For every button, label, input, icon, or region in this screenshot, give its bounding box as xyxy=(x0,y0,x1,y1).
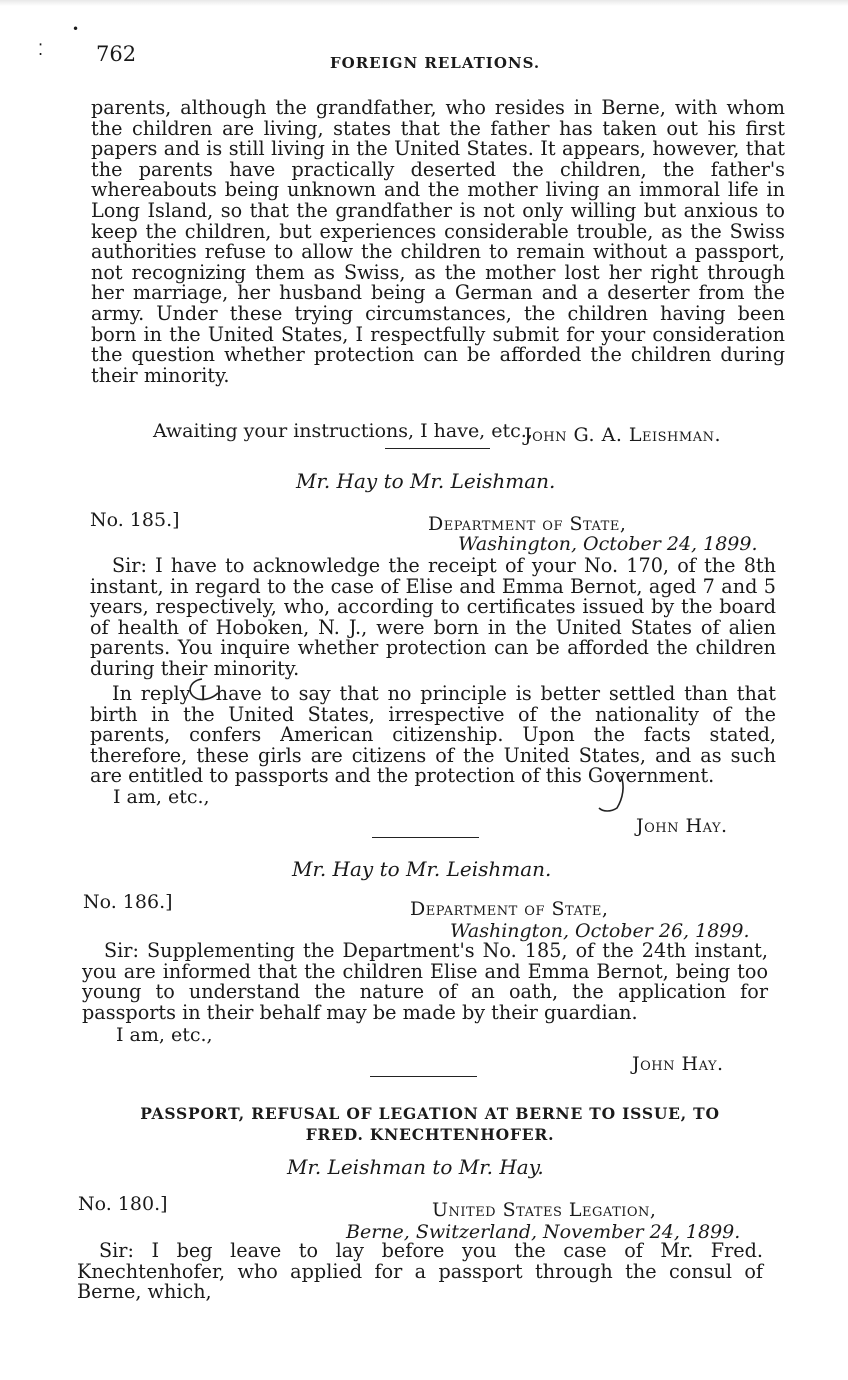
letter1-paragraph: parents, although the grandfather, who resides in Berne, with whom the children are living, states that the father has taken out his first papers and is still living in the United States. It appears, however, that the parents have practically deserted the children, the father's whereabouts being unknown and the mother living an immoral life in Long Island, so that the grandfather is not only willing but anxious to keep the children, but experiences considerable trouble, as the Swiss authorities refuse to allow the children to remain without a passport, not recognizing them as Swiss, as the mother lost her right through her marriage, her husband being a German and a deserter from the army. Under these trying circumstances, the children having been born in the United States, I respectfully submit for your consideration the question whether protection can be afforded the children during their minority. xyxy=(91,96,785,387)
letter3-office: Department of State, xyxy=(410,898,609,920)
letter2-closing: I am, etc., xyxy=(113,786,210,808)
letter2-number: No. 185.] xyxy=(90,509,180,531)
handwritten-bracket-mark xyxy=(180,675,240,705)
scan-edge xyxy=(0,0,848,6)
letter1-closing: Awaiting your instructions, I have, etc., xyxy=(153,420,533,442)
letter1-signature: John G. A. Leishman. xyxy=(524,424,722,446)
divider xyxy=(370,1076,477,1077)
section-heading-line-2: FRED. KNECHTENHOFER. xyxy=(305,1125,555,1144)
letter3-title: Mr. Hay to Mr. Leishman. xyxy=(292,857,552,881)
divider xyxy=(385,448,490,449)
letter4-number: No. 180.] xyxy=(78,1193,168,1215)
letter3-paragraph-1: Sir: Supplementing the Department's No. 185, of the 24th instant, you are informed that the children Elise and Emma Bernot, being too young to understand the nature of an oath, the application for passports in their behalf may be made by their guardian. xyxy=(82,939,768,1024)
letter4-place-date: Berne, Switzerland, November 24, 1899. xyxy=(346,1221,741,1243)
handwritten-end-mark xyxy=(595,772,635,816)
letter4-title: Mr. Leishman to Mr. Hay. xyxy=(287,1155,544,1179)
letter3-signature: John Hay. xyxy=(632,1053,724,1075)
letter2-office: Department of State, xyxy=(428,513,627,535)
scan-mark: ⁚ xyxy=(38,40,44,59)
letter3-number: No. 186.] xyxy=(83,891,173,913)
divider xyxy=(372,837,479,838)
scan-mark: • xyxy=(72,22,80,36)
page-number: 762 xyxy=(96,42,137,66)
letter2-signature: John Hay. xyxy=(636,815,728,837)
letter2-paragraph-1: Sir: I have to acknowledge the receipt of your No. 170, of the 8th instant, in regard to the case of Elise and Emma Bernot, aged 7 and 5 years, respectively, who, according to certificates issued by the board of health of Hoboken, N. J., were born in the United States of alien parents. You inquire whether protection can be afforded the children during their minority. xyxy=(90,554,776,680)
letter2-title: Mr. Hay to Mr. Leishman. xyxy=(296,469,556,493)
letter3-place-date: Washington, October 26, 1899. xyxy=(450,920,750,942)
letter4-paragraph-1: Sir: I beg leave to lay before you the case of Mr. Fred. Knechtenhofer, who applied for a passport through the consul of Berne, which, xyxy=(77,1239,763,1304)
letter4-office: United States Legation, xyxy=(432,1199,657,1221)
letter2-paragraph-2: In reply I have to say that no principle is better settled than that birth in the United States, irrespective of the nationality of the parents, confers American citizenship. Upon the facts stated, therefore, these girls are citizens of the United States, and as such are entitled to passports and the protection of this Government. xyxy=(90,682,776,788)
running-title: FOREIGN RELATIONS. xyxy=(330,54,541,72)
letter3-closing: I am, etc., xyxy=(116,1024,213,1046)
letter2-place-date: Washington, October 24, 1899. xyxy=(458,533,758,555)
section-heading-line-1: PASSPORT, REFUSAL OF LEGATION AT BERNE TO ISSUE, TO xyxy=(140,1104,720,1123)
